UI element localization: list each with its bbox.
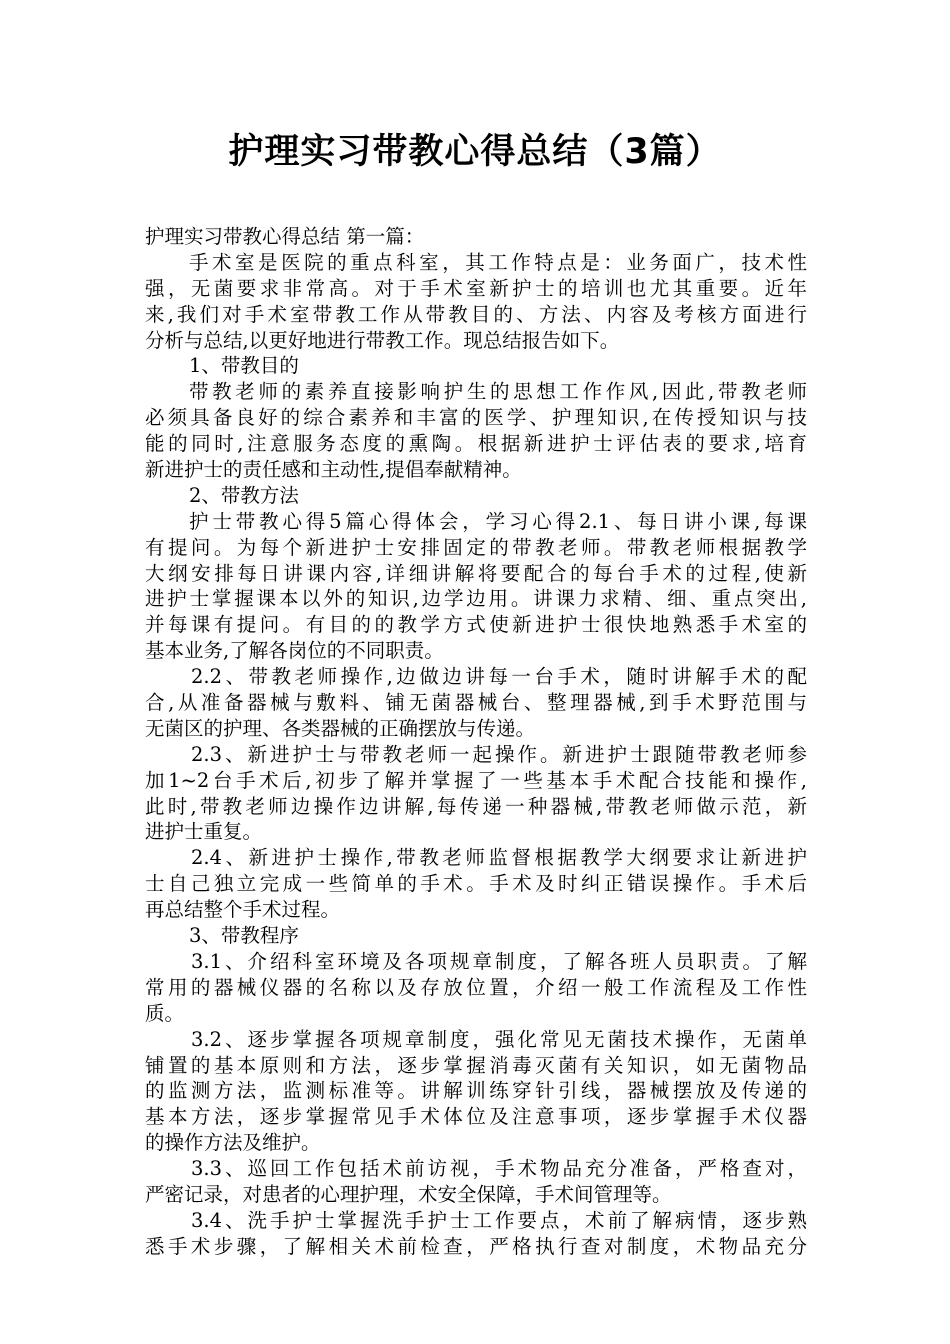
- paragraph-line: 常用的器械仪器的名称以及存放位置，介绍一般工作流程及工作性: [145, 975, 807, 999]
- paragraph-line: 进护士掌握课本以外的知识,边学边用。讲课力求精、细、重点突出,: [145, 587, 807, 611]
- paragraph-line: 悉手术步骤，了解相关术前检查，严格执行查对制度，术物品充分: [145, 1234, 807, 1258]
- paragraph-line: 新进护士的责任感和主动性,提倡奉献精神。: [145, 458, 522, 482]
- paragraph-line: 的操作方法及维护。: [145, 1131, 321, 1155]
- paragraph-line: 基本业务,了解各岗位的不同职责。: [145, 639, 444, 663]
- paragraph-line: 3.1、介绍科室环境及各项规章制度，了解各班人员职责。了解: [191, 949, 807, 973]
- paragraph-line: 2.3、新进护士与带教老师一起操作。新进护士跟随带教老师参: [191, 742, 807, 766]
- paragraph-line: 能的同时,注意服务态度的熏陶。根据新进护士评估表的要求,培育: [145, 432, 807, 456]
- paragraph-line: 质。: [145, 1001, 185, 1025]
- paragraph-line: 士自己独立完成一些简单的手术。手术及时纠正错误操作。手术后: [145, 872, 807, 896]
- paragraph-line: 2.2、带教老师操作,边做边讲每一台手术，随时讲解手术的配: [191, 665, 807, 689]
- paragraph-line: 带教老师的素养直接影响护生的思想工作作风,因此,带教老师: [189, 380, 807, 404]
- paragraph-line: 3.3、巡回工作包括术前访视，手术物品充分准备，严格查对，: [191, 1157, 807, 1181]
- paragraph-line: 加1~2台手术后,初步了解并掌握了一些基本手术配合技能和操作,: [145, 768, 807, 792]
- paragraph-line: 大纲安排每日讲课内容,详细讲解将要配合的每台手术的过程,使新: [145, 561, 807, 585]
- paragraph-line: 2.4、新进护士操作,带教老师监督根据教学大纲要求让新进护: [191, 846, 807, 870]
- subheading: 2、带教方法: [189, 483, 299, 507]
- paragraph-line: 再总结整个手术过程。: [145, 898, 341, 922]
- paragraph-line: 有提问。为每个新进护士安排固定的带教老师。带教老师根据教学: [145, 535, 807, 559]
- paragraph-line: 3.2、逐步掌握各项规章制度，强化常见无菌技术操作，无菌单: [191, 1027, 807, 1051]
- document-title: 护理实习带教心得总结（3篇）: [228, 132, 722, 172]
- paragraph-line: 来,我们对手术室带教工作从带教目的、方法、内容及考核方面进行: [145, 302, 807, 326]
- section-heading: 护理实习带教心得总结 第一篇：: [145, 225, 425, 248]
- subheading: 1、带教目的: [189, 354, 299, 378]
- paragraph-line: 3.4、洗手护士掌握洗手护士工作要点，术前了解病情，逐步熟: [191, 1208, 807, 1232]
- paragraph-line: 此时,带教老师边操作边讲解,每传递一种器械,带教老师做示范，新: [145, 794, 807, 818]
- paragraph-line: 进护士重复。: [145, 820, 263, 844]
- paragraph-line: 严密记录，对患者的心理护理，术安全保障，手术间管理等。: [145, 1182, 672, 1206]
- paragraph-line: 的监测方法，监测标准等。讲解训练穿针引线，器械摆放及传递的: [145, 1079, 807, 1103]
- paragraph-line: 基本方法，逐步掌握常见手术体位及注意事项，逐步掌握手术仪器: [145, 1105, 807, 1129]
- paragraph-line: 必须具备良好的综合素养和丰富的医学、护理知识,在传授知识与技: [145, 406, 807, 430]
- paragraph-line: 分析与总结,以更好地进行带教工作。现总结报告如下。: [145, 328, 620, 352]
- document-body: [145, 224, 807, 1260]
- paragraph-line: 手术室是医院的重点科室，其工作特点是：业务面广，技术性: [189, 250, 807, 274]
- paragraph-line: 强，无菌要求非常高。对于手术室新护士的培训也尤其重要。近年: [145, 276, 807, 300]
- subheading: 3、带教程序: [189, 924, 299, 948]
- paragraph-line: 并每课有提问。有目的的教学方式使新进护士很快地熟悉手术室的: [145, 613, 807, 637]
- paragraph-line: 合,从准备器械与敷料、铺无菌器械台、整理器械,到手术野范围与: [145, 691, 807, 715]
- paragraph-line: 无菌区的护理、各类器械的正确摆放与传递。: [145, 716, 536, 740]
- paragraph-line: 铺置的基本原则和方法，逐步掌握消毒灭菌有关知识，如无菌物品: [145, 1053, 807, 1077]
- paragraph-line: 护士带教心得5篇心得体会，学习心得2.1、每日讲小课,每课: [189, 509, 807, 533]
